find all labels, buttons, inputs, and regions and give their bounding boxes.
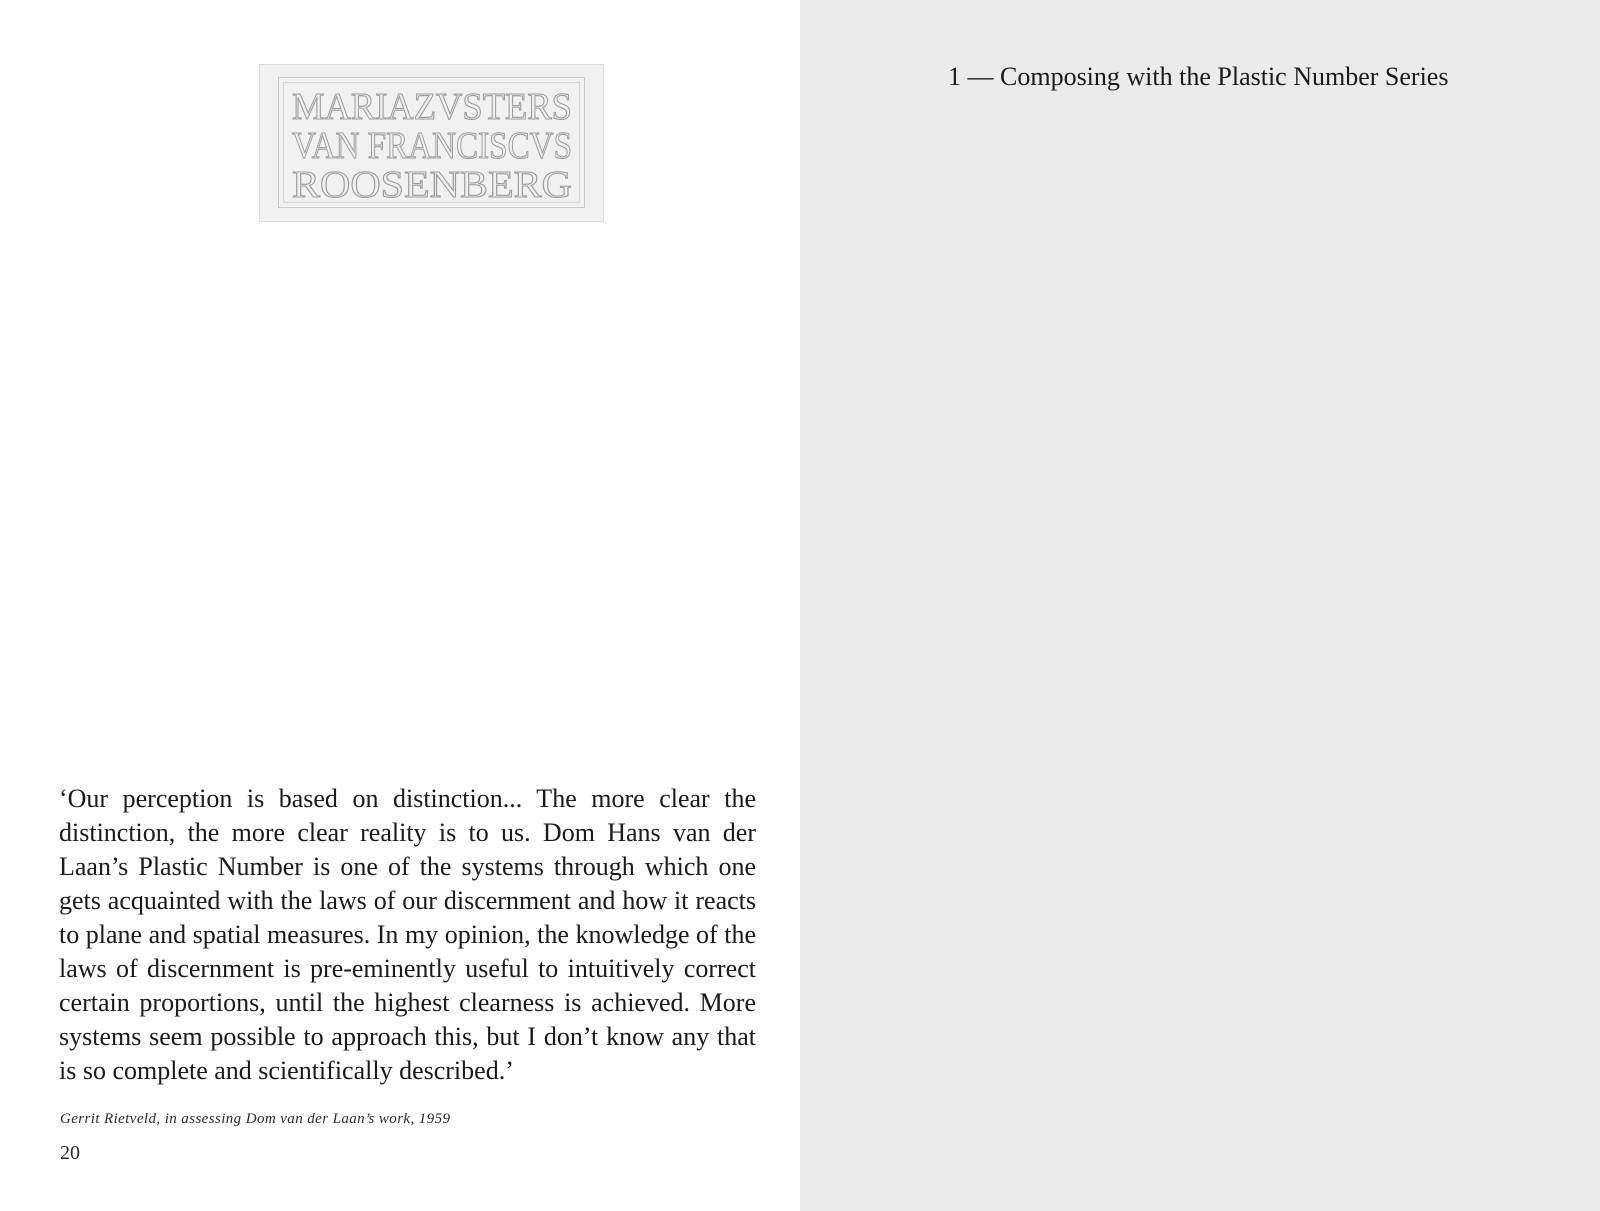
inscription-plate-image [259, 64, 604, 222]
right-page [800, 0, 1600, 1211]
rietveld-quote: ‘Our perception is based on distinction... The more clear the distinction, the more clear reality is to us. Dom Hans van der Laan’s Plastic Number is one of the systems through which one gets acquainted with the laws of our discernment and how it reacts to plane and spatial measures. In my opinion, the knowledge of the laws of discernment is pre-eminently useful to intuitively correct certain proportions, until the highest clearness is achieved. More systems seem possible to approach this, but I don’t know any that is so complete and scientifically described.’ [59, 784, 756, 1085]
inscription-line-2: VAN FRANCISCVS [292, 125, 572, 167]
inscription-lettering [260, 65, 605, 223]
quote-attribution: Gerrit Rietveld, in assessing Dom van der Laan’s work, 1959 [60, 1111, 451, 1127]
inscription-line-3: ROOSENBERG [292, 164, 572, 206]
page-number: 20 [60, 1142, 80, 1164]
inscription-line-1: MARIAZVSTERS [292, 86, 572, 128]
running-head: 1 — Composing with the Plastic Number Series [948, 62, 1449, 91]
